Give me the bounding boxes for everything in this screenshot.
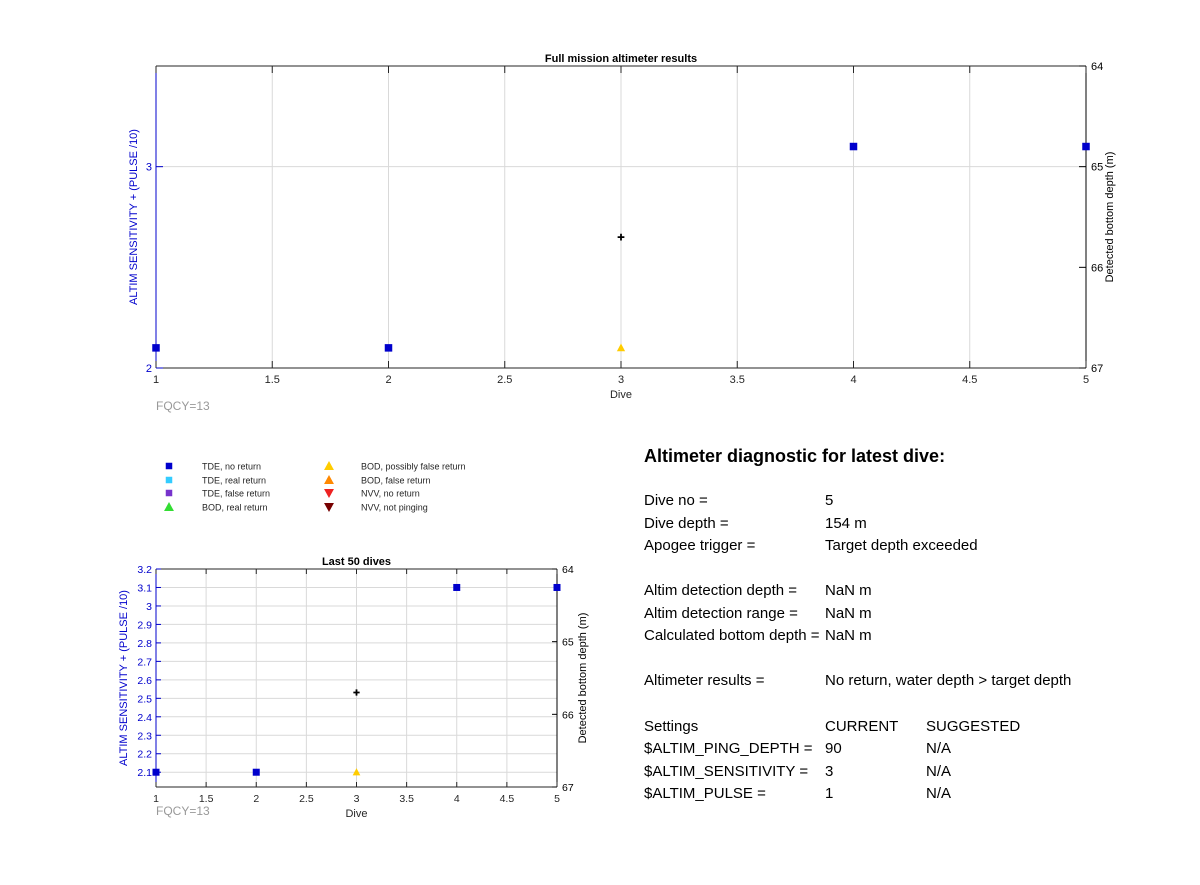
tde-no-return-point [1082, 143, 1090, 151]
y-left-tick-label: 2.4 [137, 711, 152, 724]
chart-title: Full mission altimeter results [544, 53, 698, 65]
tde-no-return-point [152, 344, 160, 352]
y-right-axis-label: Detected bottom depth (m) [577, 612, 589, 744]
x-tick-label: 1 [153, 793, 159, 805]
y-left-tick-label: 2.1 [137, 767, 152, 780]
y-right-tick-label: 65 [1091, 161, 1104, 174]
y-right-tick-label: 64 [562, 564, 574, 576]
altimeter-results-value: No return, water depth > target depth [825, 672, 1072, 689]
apogee-trigger-value: Target depth exceeded [825, 537, 978, 554]
legend-label: TDE, false return [202, 488, 271, 499]
bottom-depth-point [353, 689, 359, 695]
y-right-tick-label: 64 [1091, 61, 1104, 73]
legend-label: TDE, no return [202, 461, 262, 472]
x-tick-label: 2 [253, 793, 260, 805]
y-right-tick-label: 67 [562, 782, 574, 794]
y-left-tick-label: 2.3 [137, 730, 152, 743]
apogee-trigger-label: Apogee trigger = [644, 537, 756, 554]
y-left-tick-label: 3.1 [137, 582, 152, 595]
tde-no-return-point [385, 344, 393, 352]
suggested-header: SUGGESTED [926, 718, 1021, 735]
fqcy-footnote: FQCY=13 [156, 399, 210, 413]
ping-depth-label: $ALTIM_PING_DEPTH = [644, 740, 813, 757]
legend-label: BOD, false return [361, 475, 431, 486]
y-left-tick-label: 2 [145, 363, 152, 375]
detection-range-value: NaN m [825, 605, 872, 622]
dive-no-label: Dive no = [644, 492, 708, 509]
fqcy-footnote: FQCY=13 [156, 804, 210, 818]
x-tick-label: 2 [385, 374, 392, 386]
legend-marker [324, 475, 334, 484]
y-left-axis-label: ALTIM SENSITIVITY + (PULSE /10) [118, 590, 130, 766]
detection-depth-value: NaN m [825, 582, 872, 599]
x-tick-label: 4.5 [962, 374, 978, 386]
y-left-tick-label: 2.9 [137, 619, 152, 632]
tde-no-return-point [153, 769, 160, 776]
sensitivity-suggested: N/A [926, 763, 952, 780]
x-tick-label: 2.5 [299, 793, 314, 805]
x-tick-label: 3.5 [729, 374, 745, 386]
legend-marker [166, 463, 173, 470]
y-right-axis-label: Detected bottom depth (m) [1104, 151, 1116, 283]
dive-no-value: 5 [825, 492, 834, 509]
x-tick-label: 5 [1082, 374, 1090, 386]
x-tick-label: 1.5 [198, 793, 214, 805]
ping-depth-current: 90 [825, 740, 842, 757]
bottom-depth-value: NaN m [825, 627, 872, 644]
legend-marker [324, 489, 334, 498]
x-tick-label: 4 [850, 374, 857, 386]
legend-label: TDE, real return [202, 475, 267, 486]
pulse-label: $ALTIM_PULSE = [644, 785, 766, 802]
x-tick-label: 4.5 [499, 793, 515, 805]
x-tick-label: 1 [152, 374, 160, 386]
y-left-axis-label: ALTIM SENSITIVITY + (PULSE /10) [128, 129, 140, 305]
legend-marker [166, 490, 173, 497]
current-header: CURRENT [825, 718, 899, 735]
dive-depth-label: Dive depth = [644, 515, 729, 532]
ping-depth-suggested: N/A [926, 740, 952, 757]
tde-no-return-point [554, 584, 561, 591]
y-right-tick-label: 66 [562, 709, 574, 722]
x-axis-label: Dive [345, 808, 368, 820]
diagnostic-title: Altimeter diagnostic for latest dive: [644, 446, 946, 466]
y-left-tick-label: 3 [145, 161, 152, 174]
tde-no-return-point [850, 143, 858, 151]
y-left-tick-label: 3 [146, 600, 152, 613]
x-tick-label: 3.5 [399, 793, 414, 805]
detection-depth-label: Altim detection depth = [644, 582, 798, 599]
tde-no-return-point [253, 769, 260, 776]
tde-no-return-point [453, 584, 460, 591]
dive-depth-value: 154 m [825, 515, 867, 532]
x-axis-label: Dive [609, 389, 633, 401]
x-tick-label: 5 [554, 793, 560, 805]
x-tick-label: 4 [453, 793, 460, 805]
settings-label: Settings [644, 718, 699, 735]
legend-marker [324, 461, 334, 470]
legend-label: NVV, not pinging [361, 502, 428, 513]
legend-label: NVV, no return [361, 488, 420, 499]
sensitivity-current: 3 [825, 763, 834, 780]
y-right-tick-label: 65 [562, 636, 574, 649]
full-mission-chart [128, 53, 1116, 413]
detection-range-label: Altim detection range = [644, 605, 798, 622]
y-left-tick-label: 3.2 [137, 564, 152, 576]
y-left-tick-label: 2.7 [137, 656, 152, 669]
legend-marker [164, 502, 174, 511]
pulse-suggested: N/A [926, 785, 952, 802]
x-tick-label: 1.5 [264, 374, 280, 386]
sensitivity-label: $ALTIM_SENSITIVITY = [644, 763, 809, 780]
y-right-tick-label: 67 [1091, 363, 1104, 375]
y-left-tick-label: 2.8 [137, 637, 152, 650]
bod-possibly-false-point [617, 343, 625, 351]
bottom-depth-label: Calculated bottom depth = [644, 627, 820, 644]
marker-legend [164, 461, 465, 513]
x-tick-label: 3 [617, 374, 625, 386]
pulse-current: 1 [825, 785, 834, 802]
legend-marker [166, 477, 173, 484]
legend-marker [324, 503, 334, 512]
x-tick-label: 3 [353, 793, 360, 805]
y-left-tick-label: 2.6 [137, 674, 152, 687]
y-right-tick-label: 66 [1091, 262, 1104, 275]
y-left-tick-label: 2.2 [137, 748, 152, 761]
legend-label: BOD, real return [202, 502, 268, 513]
bottom-depth-point [618, 234, 625, 241]
altimeter-results-label: Altimeter results = [644, 672, 765, 689]
chart-title: Last 50 dives [321, 556, 392, 568]
last-50-dives-chart [118, 556, 589, 820]
legend-label: BOD, possibly false return [361, 461, 466, 472]
y-left-tick-label: 2.5 [137, 693, 152, 706]
x-tick-label: 2.5 [497, 374, 513, 386]
